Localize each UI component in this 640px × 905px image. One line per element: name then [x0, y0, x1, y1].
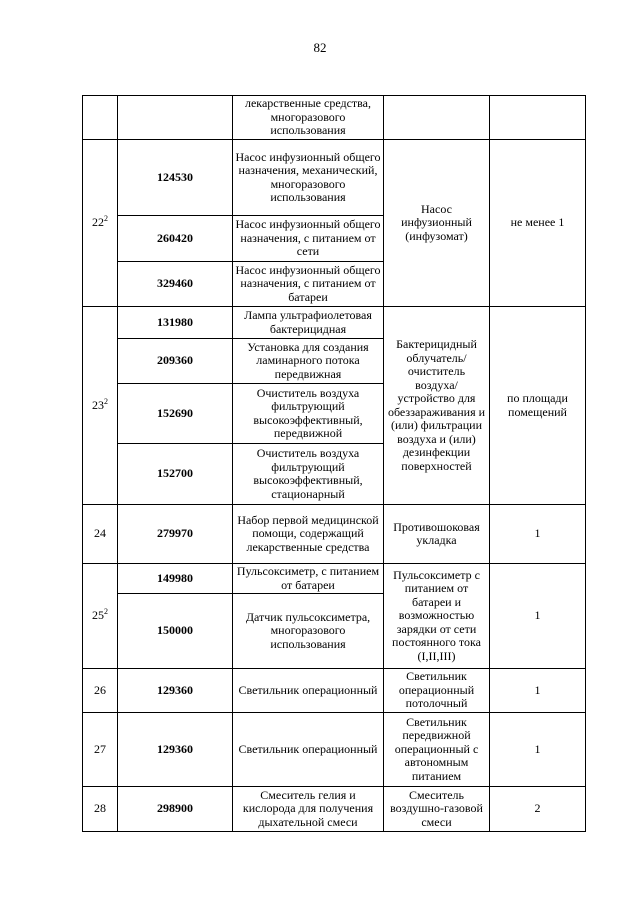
group-name-cell: Светильник передвижной операционный с автономным питанием — [384, 713, 490, 787]
name-cell: Набор первой медицинской помощи, содержащий лекарственные средства — [233, 505, 384, 564]
group-name-cell — [384, 96, 490, 140]
qty-cell — [490, 96, 586, 140]
name-cell: Светильник операционный — [233, 713, 384, 787]
qty-cell: 1 — [490, 713, 586, 787]
code-cell — [118, 96, 233, 140]
num-cell: 24 — [83, 505, 118, 564]
code-cell: 279970 — [118, 505, 233, 564]
qty-cell: 1 — [490, 564, 586, 669]
num-cell: 28 — [83, 787, 118, 832]
table-row — [83, 564, 586, 594]
group-name-cell: Насос инфузионный (инфузомат) — [384, 140, 490, 307]
num-cell — [83, 96, 118, 140]
qty-cell: 1 — [490, 669, 586, 713]
code-cell: 152690 — [118, 384, 233, 444]
name-cell: Насос инфузионный общего назначения, с питанием от сети — [233, 216, 384, 262]
code-cell: 150000 — [118, 594, 233, 669]
table-row — [83, 713, 586, 787]
qty-cell: по площади помещений — [490, 307, 586, 505]
qty-cell: 1 — [490, 505, 586, 564]
code-cell: 124530 — [118, 140, 233, 216]
code-cell: 129360 — [118, 713, 233, 787]
name-cell: Очиститель воздуха фильтрующий высокоэффективный, стационарный — [233, 444, 384, 505]
code-cell: 149980 — [118, 564, 233, 594]
num-cell: $25^2$ — [83, 564, 118, 669]
num-cell: $23^2$ — [83, 307, 118, 505]
name-cell: Смеситель гелия и кислорода для получения дыхательной смеси — [233, 787, 384, 832]
name-cell: Светильник операционный — [233, 669, 384, 713]
name-cell: Лампа ультрафиолетовая бактерицидная — [233, 307, 384, 339]
name-cell: Установка для создания ламинарного потока передвижная — [233, 339, 384, 384]
code-cell: 260420 — [118, 216, 233, 262]
code-cell: 209360 — [118, 339, 233, 384]
table-row — [83, 787, 586, 832]
name-cell: Пульсоксиметр, с питанием от батареи — [233, 564, 384, 594]
table-row — [83, 140, 586, 216]
group-name-cell: Пульсоксиметр с питанием от батареи и возможностью зарядки от сети постоянного тока (I,II,III) — [384, 564, 490, 669]
table-row — [83, 307, 586, 339]
qty-cell: не менее 1 — [490, 140, 586, 307]
code-cell: 152700 — [118, 444, 233, 505]
group-name-cell: Светильник операционный потолочный — [384, 669, 490, 713]
name-cell: Насос инфузионный общего назначения, механический, многоразового использования — [233, 140, 384, 216]
num-cell: 27 — [83, 713, 118, 787]
name-cell: лекарственные средства, многоразового использования — [233, 96, 384, 140]
name-cell: Датчик пульсоксиметра, многоразового использования — [233, 594, 384, 669]
group-name-cell: Бактерицидный облучатель/ очиститель воздуха/ устройство для обеззараживания и (или) фильтрации воздуха и (или) дезинфекции поверхностей — [384, 307, 490, 505]
code-cell: 131980 — [118, 307, 233, 339]
name-cell: Очиститель воздуха фильтрующий высокоэффективный, передвижной — [233, 384, 384, 444]
qty-cell: 2 — [490, 787, 586, 832]
num-cell: $22^2$ — [83, 140, 118, 307]
code-cell: 129360 — [118, 669, 233, 713]
table-row — [83, 505, 586, 564]
equipment-table — [82, 95, 586, 832]
name-cell: Насос инфузионный общего назначения, с питанием от батареи — [233, 262, 384, 307]
table-row — [83, 669, 586, 713]
code-cell: 329460 — [118, 262, 233, 307]
group-name-cell: Противошоковая укладка — [384, 505, 490, 564]
table-row — [83, 96, 586, 140]
page-number: 82 — [313, 40, 327, 55]
num-cell: 26 — [83, 669, 118, 713]
group-name-cell: Смеситель воздушно-газовой смеси — [384, 787, 490, 832]
code-cell: 298900 — [118, 787, 233, 832]
